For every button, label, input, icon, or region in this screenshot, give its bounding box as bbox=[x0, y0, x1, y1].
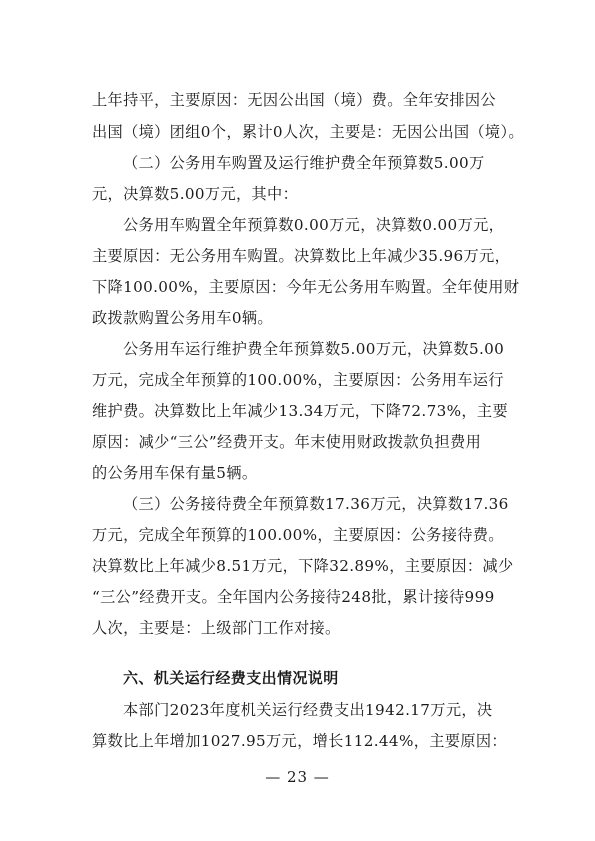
paragraph-line: 算数比上年增加1027.95万元，增长112.44%，主要原因： bbox=[92, 732, 507, 750]
paragraph-line: 上年持平，主要原因：无因公出国（境）费。全年安排因公 bbox=[92, 91, 496, 109]
paragraph-line: 人次，主要是：上级部门工作对接。 bbox=[92, 619, 341, 637]
paragraph-line: 万元，完成全年预算的100.00%，主要原因：公务用车运行 bbox=[92, 371, 504, 389]
paragraph-line: “三公”经费开支。全年国内公务接待248批，累计接待999 bbox=[92, 588, 495, 606]
paragraph-line: 原因：减少“三公”经费开支。年末使用财政拨款负担费用 bbox=[92, 433, 482, 451]
paragraph-line: 政拨款购置公务用车0辆。 bbox=[92, 309, 273, 327]
section-heading: 六、机关运行经费支出情况说明 bbox=[123, 669, 339, 687]
paragraph-line: 主要原因：无公务用车购置。决算数比上年减少35.96万元， bbox=[92, 247, 511, 265]
paragraph-line: 下降100.00%，主要原因：今年无公务用车购置。全年使用财 bbox=[92, 278, 520, 296]
paragraph-line: 元，决算数5.00万元，其中： bbox=[92, 185, 299, 203]
paragraph-line: （三）公务接待费全年预算数17.36万元，决算数17.36 bbox=[123, 495, 509, 513]
page-number: — 23 — bbox=[265, 768, 330, 786]
paragraph-line: （二）公务用车购置及运行维护费全年预算数5.00万 bbox=[123, 154, 485, 172]
paragraph-line: 公务用车运行维护费全年预算数5.00万元，决算数5.00 bbox=[123, 340, 505, 358]
paragraph-line: 出国（境）团组0个，累计0人次，主要是：无因公出国（境）。 bbox=[92, 123, 524, 141]
paragraph-line: 本部门2023年度机关运行经费支出1942.17万元，决 bbox=[123, 701, 493, 719]
paragraph-line: 决算数比上年减少8.51万元，下降32.89%，主要原因：减少 bbox=[92, 557, 514, 575]
paragraph-line: 的公务用车保有量5辆。 bbox=[92, 464, 258, 482]
paragraph-line: 维护费。决算数比上年减少13.34万元，下降72.73%，主要 bbox=[92, 402, 508, 420]
paragraph-line: 万元，完成全年预算的100.00%，主要原因：公务接待费。 bbox=[92, 526, 504, 544]
paragraph-line: 公务用车购置全年预算数0.00万元，决算数0.00万元， bbox=[123, 216, 505, 234]
